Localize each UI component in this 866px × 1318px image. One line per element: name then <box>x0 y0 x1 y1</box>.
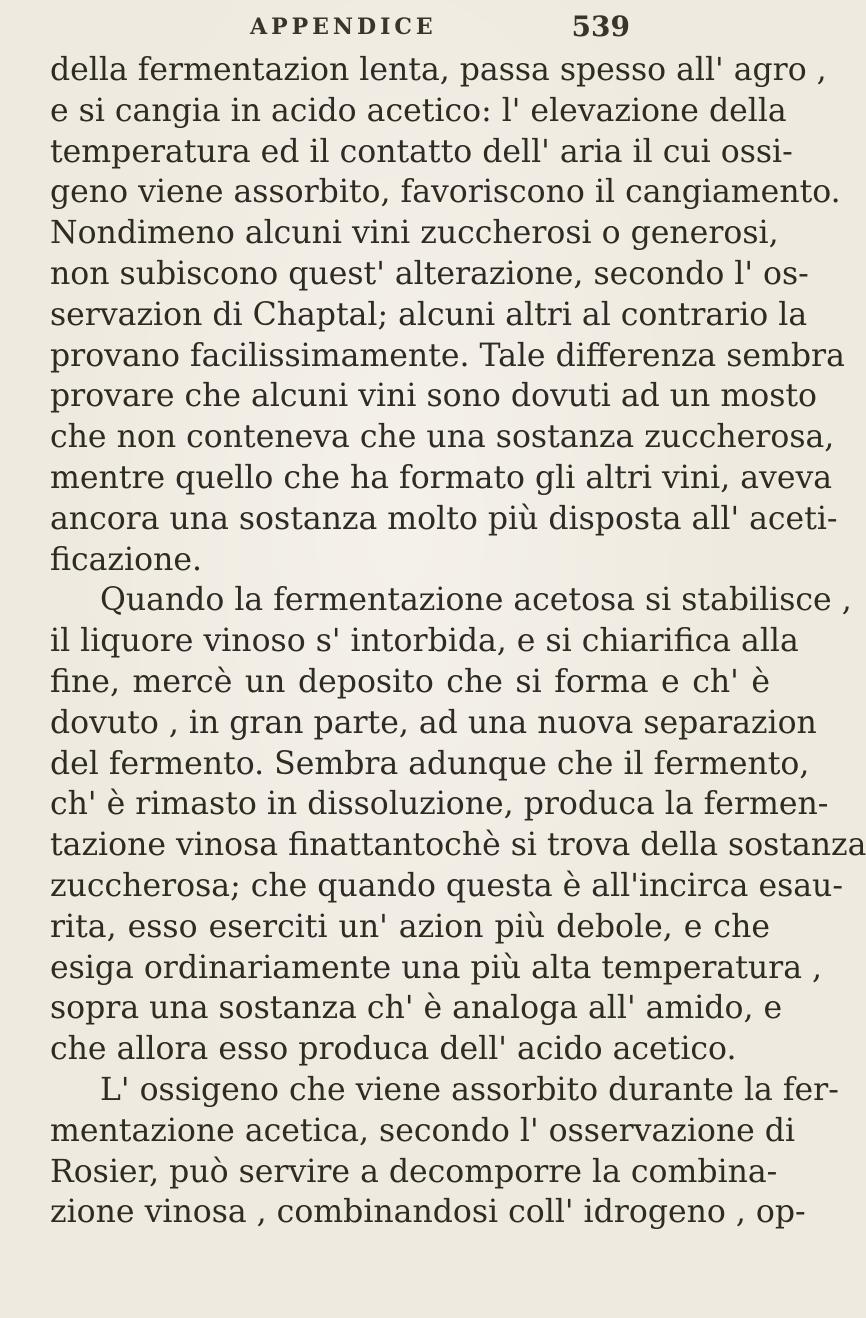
text-line: provano facilissimamente. Tale differenza sembra <box>50 337 845 374</box>
text-line: esiga ordinariamente una più alta temperatura , <box>50 949 823 986</box>
text-line: zuccherosa; che quando questa è all'incirca esau- <box>50 867 843 904</box>
text-line: ancora una sostanza molto più disposta all' aceti- <box>50 500 838 537</box>
text-line: tazione vinosa finattantochè si trova della sostanza <box>50 827 866 864</box>
text-line: servazion di Chaptal; alcuni altri al contrario la <box>50 296 808 333</box>
text-line: Nondimeno alcuni vini zuccherosi o generosi, <box>50 215 779 252</box>
text-line: che allora esso produca dell' acido acetico. <box>50 1031 737 1068</box>
text-line: fine, mercè un deposito che si forma e ch' è <box>50 663 770 700</box>
text-line: L' ossigeno che viene assorbito durante la fer- <box>100 1071 839 1108</box>
text-line: ficazione. <box>50 541 203 578</box>
text-line: del fermento. Sembra adunque che il fermento, <box>50 745 810 782</box>
text-line: geno viene assorbito, favoriscono il cangiamento. <box>50 174 841 211</box>
text-line: dovuto , in gran parte, ad una nuova separazion <box>50 704 817 741</box>
text-line: Rosier, può servire a decomporre la combina- <box>50 1153 778 1190</box>
running-head: APPENDICE <box>250 14 437 40</box>
page-header <box>250 10 630 48</box>
text-line: che non conteneva che una sostanza zuccherosa, <box>50 419 835 456</box>
text-line: della fermentazion lenta, passa spesso all' agro , <box>50 52 827 88</box>
text-line: Quando la fermentazione acetosa si stabilisce , <box>100 582 852 619</box>
text-line: e si cangia in acido acetico: l' elevazione della <box>50 92 787 129</box>
text-line: ch' è rimasto in dissoluzione, produca la fermen- <box>50 786 829 823</box>
text-line: temperatura ed il contatto dell' aria il cui ossi- <box>50 133 793 170</box>
text-line: provare che alcuni vini sono dovuti ad un mosto <box>50 378 817 415</box>
text-line: rita, esso eserciti un' azion più debole, e che <box>50 908 770 945</box>
body-text <box>50 50 866 1233</box>
page-number: 539 <box>571 10 630 43</box>
text-line: non subiscono quest' alterazione, secondo l' os- <box>50 255 809 292</box>
text-line: sopra una sostanza ch' è analoga all' amido, e <box>50 990 783 1027</box>
text-line: mentazione acetica, secondo l' osservazione di <box>50 1112 796 1149</box>
text-line: zione vinosa , combinandosi coll' idrogeno , op- <box>50 1194 806 1231</box>
text-line: il liquore vinoso s' intorbida, e si chiarifica alla <box>50 623 799 660</box>
text-line: mentre quello che ha formato gli altri vini, aveva <box>50 459 833 496</box>
